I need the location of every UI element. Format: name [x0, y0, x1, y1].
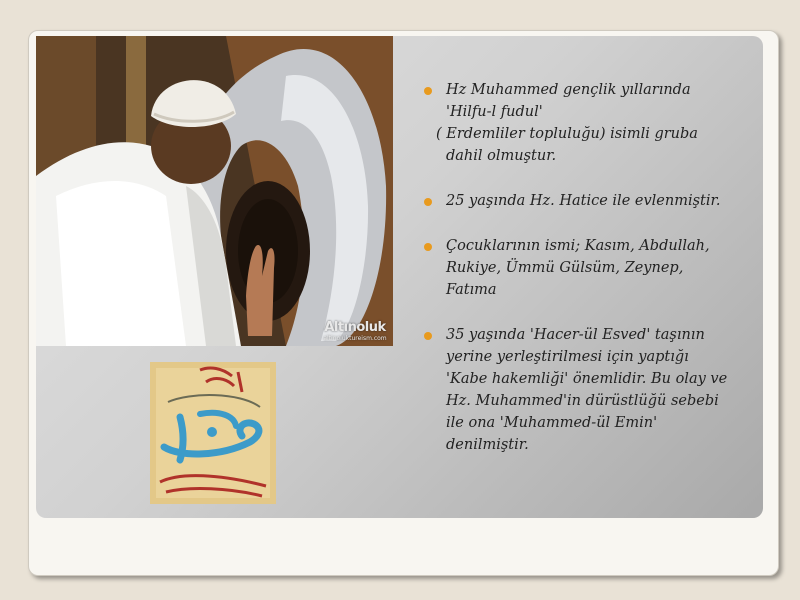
watermark-logo: Altınoluk	[324, 320, 386, 335]
bullet-line: dahil olmuştur.	[446, 148, 557, 164]
photo-watermark	[323, 321, 387, 342]
bullet-line: denilmiştir.	[446, 437, 529, 453]
bullet-line: 'Kabe hakemliği' önemlidir. Bu olay ve	[446, 371, 728, 387]
bullet-dot-icon	[424, 243, 432, 251]
bullet-line: Fatıma	[446, 282, 497, 298]
bullet-line: Hz. Muhammed'in dürüstlüğü sebebi	[446, 393, 719, 409]
watermark-url: altinoluktureism.com	[323, 335, 387, 342]
bullet-dot-icon	[424, 332, 432, 340]
bullet-line: Rukiye, Ümmü Gülsüm, Zeynep,	[446, 260, 684, 276]
bullet-dot-icon	[424, 198, 432, 206]
muhammad-calligraphy-image	[150, 362, 276, 504]
bullet-line: ( Erdemliler topluluğu) isimli gruba	[436, 126, 698, 142]
kaaba-black-stone-photo	[36, 36, 393, 346]
bullet-list	[424, 79, 758, 479]
bullet-item	[424, 235, 758, 301]
bullet-item	[424, 324, 758, 456]
bullet-line: Çocuklarının ismi; Kasım, Abdullah,	[446, 238, 710, 254]
bullet-line: 'Hilfu-l fudul'	[446, 104, 543, 120]
bullet-line: ile ona 'Muhammed-ül Emin'	[446, 415, 658, 431]
bullet-dot-icon	[424, 87, 432, 95]
bullet-line: yerine yerleştirilmesi için yaptığı	[446, 349, 689, 365]
bullet-line: 25 yaşında Hz. Hatice ile evlenmiştir.	[446, 193, 721, 209]
bullet-item	[424, 79, 758, 167]
bullet-line: Hz Muhammed gençlik yıllarında	[446, 82, 691, 98]
bullet-item	[424, 190, 758, 212]
bullet-line: 35 yaşında 'Hacer-ül Esved' taşının	[446, 327, 705, 343]
